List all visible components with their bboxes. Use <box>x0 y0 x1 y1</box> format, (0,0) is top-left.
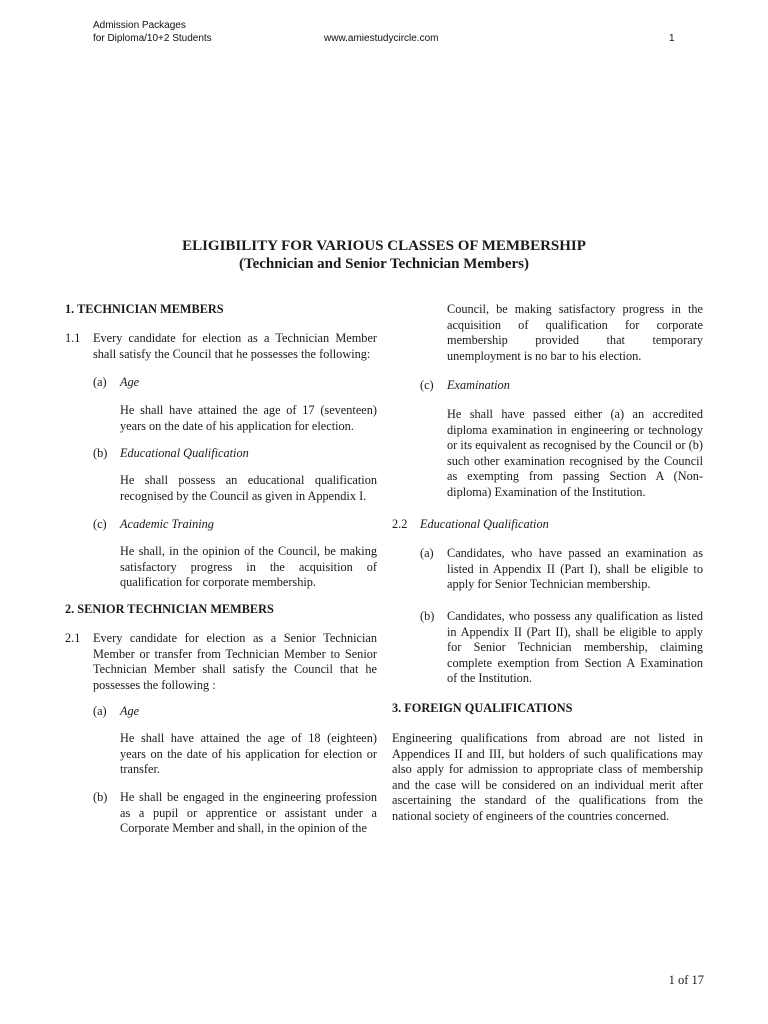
item-b-label: (b) <box>93 446 108 460</box>
item-a-text: He shall have attained the age of 17 (seventeen) years on the date of his application for election. <box>120 403 377 433</box>
clause-2-1-text: Every candidate for election as a Senior Technician Member or transfer from Technician Member to Senior Technician Member shall satisfy the Council that he possesses the following : <box>93 631 377 692</box>
item-b2-text: He shall be engaged in the engineering profession as a pupil or apprentice or assistant under a Corporate Member and shall, in the opinion of the <box>120 790 377 836</box>
clause-1-1-number: 1.1 <box>65 331 81 345</box>
item-c2-text: He shall have passed either (a) an accredited diploma examination in engineering or technology or its equivalent as recognised by the Council or (b) such other examination recognised by the Council as exempting from passing Section A (Non-diploma) Examination of the Institution. <box>447 407 703 499</box>
clause-2-2-title: Educational Qualification <box>420 517 549 531</box>
item-2-2a-text: Candidates, who have passed an examination as listed in Appendix II (Part I), shall be eligible to apply for Senior Technician membership. <box>447 546 703 592</box>
item-c2-label: (c) <box>420 378 434 392</box>
item-2-2a-label: (a) <box>420 546 434 560</box>
section-3-text: Engineering qualifications from abroad are not listed in Appendices II and III, but holders of such qualifications may also apply for admission to appropriate class of membership and the case will be considered on an individual merit after ascertaining the standard of the qualifications from the national society of engineers of the countries concerned. <box>392 731 703 823</box>
page-subtitle: (Technician and Senior Technician Members) <box>238 256 530 272</box>
item-c-title: Academic Training <box>120 517 214 531</box>
section-1-heading: 1. TECHNICIAN MEMBERS <box>65 302 224 316</box>
item-a2-label: (a) <box>93 704 107 718</box>
item-b-title: Educational Qualification <box>120 446 249 460</box>
header-line1: Admission Packages <box>93 20 186 31</box>
header-page-number: 1 <box>669 33 675 44</box>
item-a-label: (a) <box>93 375 107 389</box>
footer-page-count: 1 of 17 <box>668 973 704 987</box>
item-b-text: He shall possess an educational qualification recognised by the Council as given in Appendix I. <box>120 473 377 503</box>
item-b2-continuation: Council, be making satisfactory progress in the acquisition of qualification for corporate membership provided that temporary unemployment is no bar to his election. <box>447 302 703 363</box>
item-c-text: He shall, in the opinion of the Council, be making satisfactory progress in the acquisition of qualification for corporate membership. <box>120 544 377 590</box>
clause-1-1-text: Every candidate for election as a Technician Member shall satisfy the Council that he possesses the following: <box>93 331 377 361</box>
item-b2-label: (b) <box>93 790 108 804</box>
item-2-2b-text: Candidates, who possess any qualification as listed in Appendix II (Part II), shall be eligible to apply for Senior Technician membership, claiming complete exemption from Section A Examination of the Institution. <box>447 609 703 686</box>
section-3-heading: 3. FOREIGN QUALIFICATIONS <box>392 701 573 715</box>
item-a2-text: He shall have attained the age of 18 (eighteen) years on the date of his application for election or transfer. <box>120 731 377 777</box>
page-title: ELIGIBILITY FOR VARIOUS CLASSES OF MEMBERSHIP <box>182 238 586 254</box>
item-a2-title: Age <box>120 704 140 718</box>
item-2-2b-label: (b) <box>420 609 435 623</box>
item-a-title: Age <box>120 375 140 389</box>
clause-2-1-number: 2.1 <box>65 631 81 645</box>
item-c-label: (c) <box>93 517 107 531</box>
clause-2-2-number: 2.2 <box>392 517 408 531</box>
section-2-heading: 2. SENIOR TECHNICIAN MEMBERS <box>65 602 274 616</box>
header-website[interactable]: www.amiestudycircle.com <box>324 33 439 44</box>
item-c2-title: Examination <box>447 378 510 392</box>
header-line2: for Diploma/10+2 Students <box>93 33 212 44</box>
